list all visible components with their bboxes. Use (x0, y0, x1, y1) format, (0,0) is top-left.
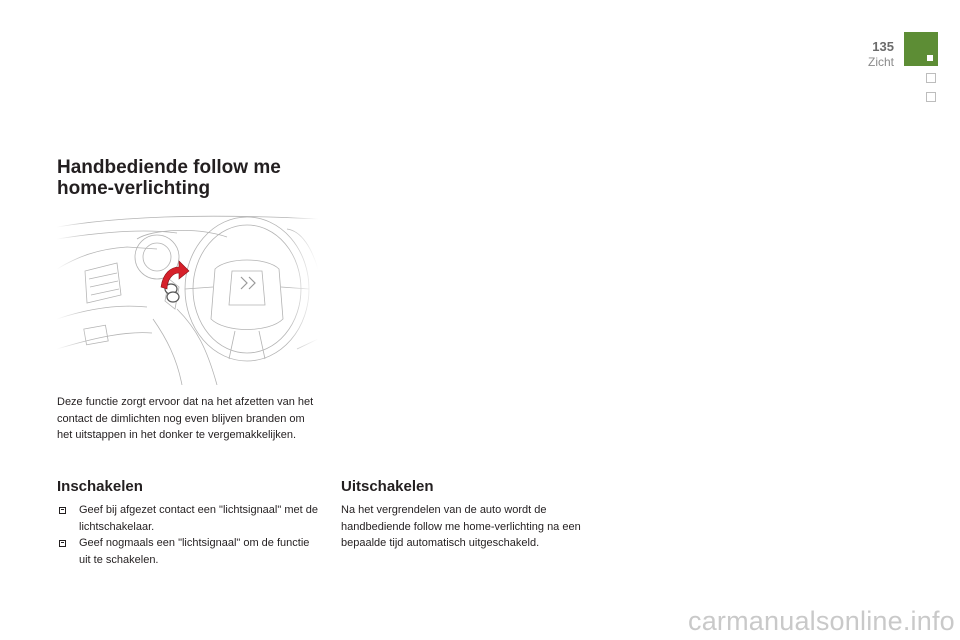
steering-wheel-illustration (57, 209, 318, 385)
page-number: 135 (872, 39, 894, 54)
section-label: Zicht (867, 55, 894, 69)
title-line: home-verlichting (57, 178, 211, 199)
nav-square-icon (926, 73, 936, 83)
nav-square-icon (926, 92, 936, 102)
intro-paragraph: Deze functie zorgt ervoor dat na het afzetten van het contact de dimlichten nog even blijven branden om het uitstappen in het donker te vergemakkelijken. (57, 396, 314, 441)
page-title (57, 157, 281, 199)
section-marker-icon (904, 32, 938, 66)
checkbox-bullet-icon (59, 540, 66, 547)
list-item (57, 535, 319, 568)
watermark: carmanualsonline.info (688, 606, 955, 636)
checkbox-bullet-icon (59, 507, 66, 514)
list-item (57, 502, 319, 535)
switch-off-heading: Uitschakelen (341, 478, 434, 495)
switch-off-paragraph: Na het vergrendelen van de auto wordt de handbediende follow me home-verlichting na een bepaalde tijd automatisch uitgeschakeld. (341, 504, 581, 549)
list-item-text: Geef nogmaals een "lichtsignaal" om de functie uit te schakelen. (79, 537, 310, 566)
switch-on-heading: Inschakelen (57, 478, 143, 495)
title-line: Handbediende follow me (57, 157, 281, 178)
switch-on-list (57, 502, 319, 568)
list-item-text: Geef bij afgezet contact een "lichtsignaal" met de lichtschakelaar. (79, 504, 318, 533)
